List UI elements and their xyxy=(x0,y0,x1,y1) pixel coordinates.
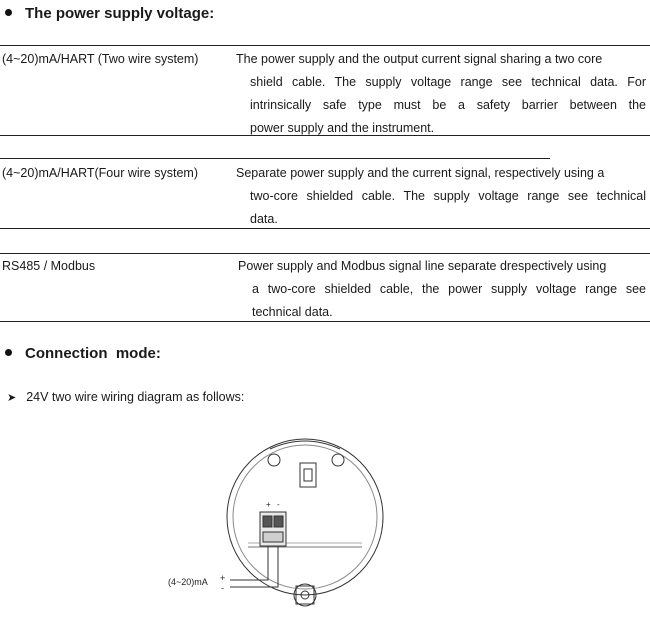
section-heading-connection-mode xyxy=(5,345,161,362)
terminal-base xyxy=(263,532,283,542)
row-label: (4~20)mA/HART(Four wire system) xyxy=(2,166,198,180)
table-rule xyxy=(0,158,550,159)
desc-line: technical data. xyxy=(252,305,333,319)
row-description xyxy=(236,162,646,231)
desc-line: two-core shielded cable. The supply voltage range see technical xyxy=(250,189,646,203)
mounting-lug xyxy=(332,454,344,466)
mounting-lug xyxy=(268,454,280,466)
heading-text: Connection mode: xyxy=(25,345,161,362)
section-heading-power-supply xyxy=(5,5,214,22)
terminal-screw-minus xyxy=(274,516,283,527)
desc-line: The power supply and the output current signal sharing a two core xyxy=(236,52,603,66)
arrow-bullet-icon: ➤ xyxy=(7,392,17,404)
top-module xyxy=(300,463,316,487)
terminal-screw-plus xyxy=(263,516,272,527)
signal-label: (4~20)mA xyxy=(168,577,208,587)
desc-line: Power supply and Modbus signal line separate drespectively using xyxy=(238,259,607,273)
bullet-icon xyxy=(5,349,12,356)
row-description xyxy=(236,48,646,140)
wiring-subheading xyxy=(7,390,244,404)
row-label: RS485 / Modbus xyxy=(2,259,96,273)
housing-inner-circle xyxy=(233,445,377,589)
signal-plus-label: + xyxy=(220,573,226,583)
housing-outer-circle xyxy=(227,439,383,595)
table-rule xyxy=(0,253,650,254)
desc-line: power supply and the instrument. xyxy=(250,121,435,135)
desc-line: Separate power supply and the current signal, respectively using a xyxy=(236,166,605,180)
row-label: (4~20)mA/HART (Two wire system) xyxy=(2,52,199,66)
row-description xyxy=(238,255,646,324)
desc-line: shield cable. The supply voltage range see technical data. For xyxy=(250,75,646,89)
bullet-icon xyxy=(5,9,12,16)
wiring-diagram xyxy=(150,435,410,615)
terminal-plus-label: + xyxy=(266,500,271,509)
desc-line: intrinsically safe type must be a safety barrier between the xyxy=(250,98,646,112)
subheading-text: 24V two wire wiring diagram as follows: xyxy=(26,390,245,404)
signal-minus-label: - xyxy=(221,583,224,593)
terminal-minus-label: - xyxy=(277,500,280,509)
table-rule xyxy=(0,45,650,46)
desc-line: a two-core shielded cable, the power supply voltage range see xyxy=(252,282,646,296)
top-module-window xyxy=(304,469,312,481)
desc-line: data. xyxy=(250,212,278,226)
heading-text: The power supply voltage: xyxy=(25,5,215,22)
